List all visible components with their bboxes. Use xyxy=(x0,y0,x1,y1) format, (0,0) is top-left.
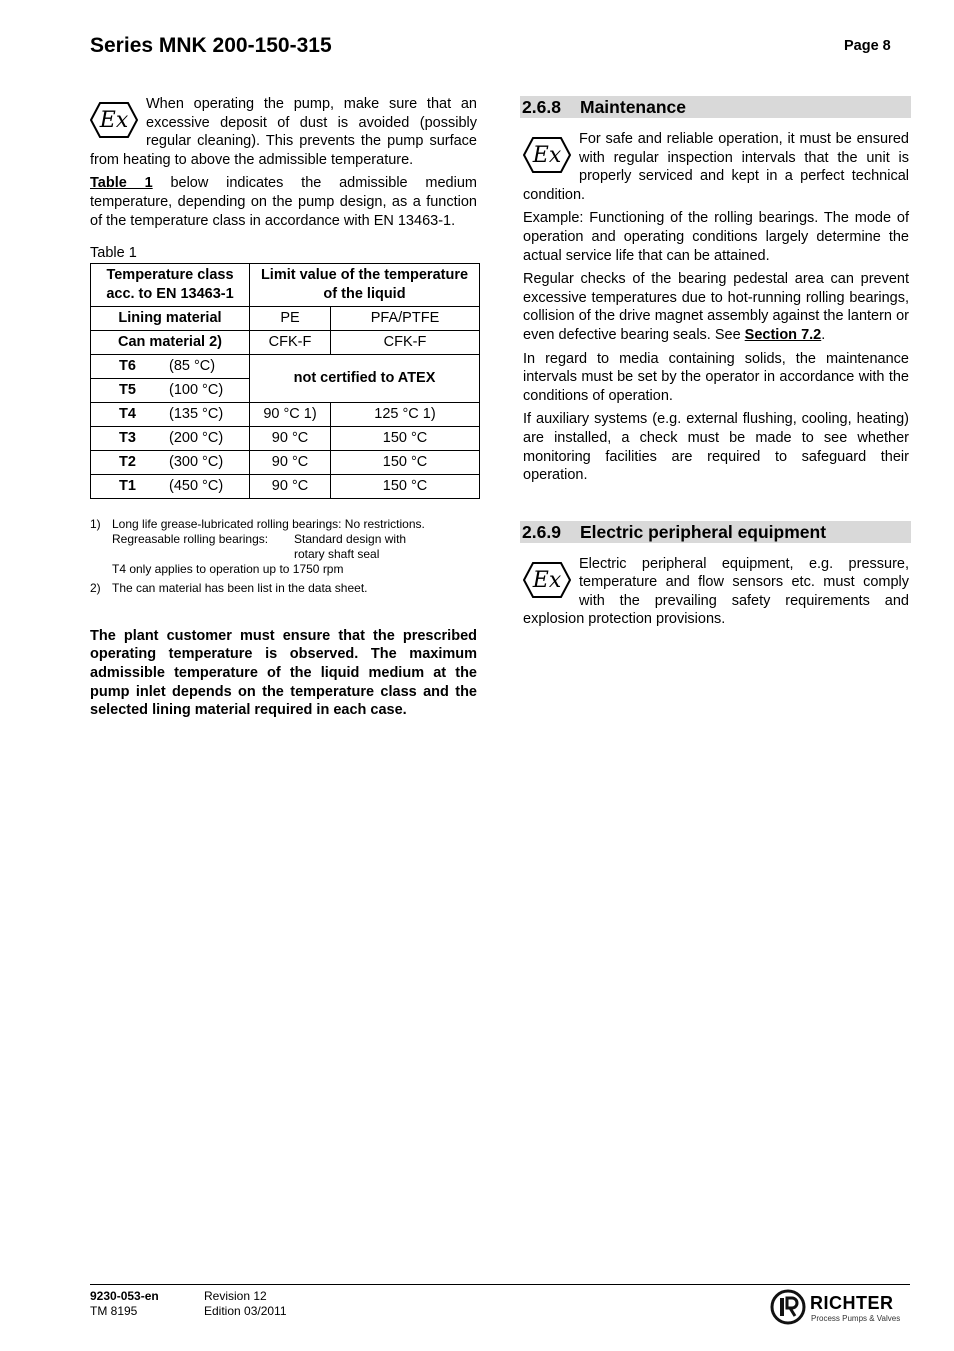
table-header-row: Temperature class acc. to EN 13463-1 Limit value of the temperature of the liquid xyxy=(91,263,480,306)
table-row: T1 (450 °C) 90 °C 150 °C xyxy=(91,474,480,498)
table-footnotes: 1) Long life grease-lubricated rolling bearings: No restrictions. Regreasable rolling bearings: Standard design with rotary shaft seal T4 only applies to operation up to 1750 rpm 2) The can material has been list in the data sheet. xyxy=(90,516,425,595)
ex-explosion-icon xyxy=(523,135,571,175)
table-row: Can material 2) CFK-F CFK-F xyxy=(91,330,480,354)
maintenance-paragraph: Ex For safe and reliable operation, it must be ensured with regular inspection intervals that the unit is properly serviced and kept in a perfect technical condition. xyxy=(523,131,909,203)
temperature-table xyxy=(90,263,480,499)
maintenance-paragraph: In regard to media containing solids, the maintenance intervals must be set by the operator in accordance with the conditions of operation. xyxy=(523,350,909,404)
table-intro-paragraph: Table 1 below indicates the admissible medium temperature, depending on the pump design, as a function of the temperature class in accordance with EN 13463-1. xyxy=(90,175,477,229)
footer-doc-info: 9230-053-en TM 8195 xyxy=(90,1289,159,1318)
page-title: Series MNK 200-150-315 xyxy=(90,34,332,57)
table-row: Lining material PE PFA/PTFE xyxy=(91,306,480,330)
table-1-link[interactable]: Table 1 xyxy=(90,175,153,192)
left-column xyxy=(90,95,477,725)
svg-text:Ex: Ex xyxy=(532,143,562,168)
section-heading-electric: 2.6.9 Electric peripheral equipment xyxy=(520,521,911,543)
table-row: T4 (135 °C) 90 °C 1) 125 °C 1) xyxy=(91,402,480,426)
table-row: T6 (85 °C) not certified to ATEX xyxy=(91,354,480,378)
table-row: T5 (100 °C) xyxy=(91,378,480,402)
ex-explosion-icon xyxy=(523,560,571,600)
ex-explosion-icon xyxy=(90,100,138,140)
maintenance-paragraph: Example: Functioning of the rolling bearings. The mode of operation and operating conditions largely determine the actual service life that can be attained. xyxy=(523,210,909,264)
operating-temperature-note: The plant customer must ensure that the prescribed operating temperature is observed. The maximum admissible temperature of the liquid medium at the pump inlet depends on the temperature class and the selected lining material required in each case. xyxy=(90,627,477,719)
electric-paragraph: Ex Electric peripheral equipment, e.g. pressure, temperature and flow sensors etc. must comply with the prevailing safety requirements and explosion protection provisions. xyxy=(523,555,909,628)
richter-logo: RICHTER Process Pumps & Valves xyxy=(770,1289,908,1325)
maintenance-paragraph: If auxiliary systems (e.g. external flushing, cooling, heating) are installed, a check must be made to see whether monitoring facilities are required to safeguard their operation. xyxy=(523,411,909,484)
footer-revision: Revision 12 Edition 03/2011 xyxy=(204,1289,287,1318)
table-row: T3 (200 °C) 90 °C 150 °C xyxy=(91,426,480,450)
table-row: T2 (300 °C) 90 °C 150 °C xyxy=(91,450,480,474)
section-7-2-link[interactable]: Section 7.2 xyxy=(744,326,822,343)
right-column xyxy=(520,96,911,634)
dust-paragraph: Ex When operating the pump, make sure that an excessive deposit of dust is avoided (possibly regular cleaning). This prevents the pump surface from heating to above the admissible temperature. xyxy=(90,96,477,168)
page-number: Page 8 xyxy=(844,38,891,54)
table-caption: Table 1 xyxy=(90,245,137,262)
svg-text:Ex: Ex xyxy=(532,567,562,593)
richter-logo-icon xyxy=(770,1289,806,1325)
footer-divider xyxy=(90,1284,910,1285)
section-heading-maintenance: 2.6.8 Maintenance xyxy=(520,96,911,118)
svg-text:Ex: Ex xyxy=(99,108,129,133)
maintenance-paragraph: Regular checks of the bearing pedestal area can prevent excessive temperatures due to hot-running rolling bearings, collision of the drive magnet assembly against the lantern or even defective bearing seals. See Section 7.2. xyxy=(523,271,909,343)
